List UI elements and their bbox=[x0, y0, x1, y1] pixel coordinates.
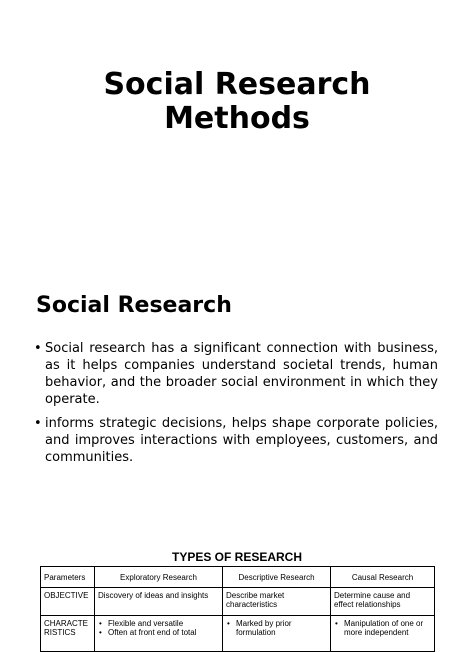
social-research-slide bbox=[0, 268, 474, 532]
cell-bullet-item bbox=[98, 619, 219, 628]
bullet-text: Social research has a significant connection with business, as it helps companies understand societal trends, human behavior, and the broader social environment in which they operate. bbox=[45, 341, 438, 407]
bullet-dot-icon: • bbox=[34, 416, 42, 431]
bullet-text: informs strategic decisions, helps shape corporate policies, and improves interactions with employees, customers, and communities. bbox=[45, 416, 438, 465]
table-cell: Describe market characteristics bbox=[223, 588, 331, 616]
table-cell bbox=[223, 616, 331, 652]
slide-heading: Social Research bbox=[36, 293, 232, 318]
row-label: OBJECTIVE bbox=[41, 588, 95, 616]
column-header-causal: Causal Research bbox=[331, 567, 435, 588]
cell-bullet-text: Flexible and versatile bbox=[108, 619, 184, 628]
research-types-table bbox=[40, 566, 435, 652]
title-line-2: Methods bbox=[164, 101, 310, 136]
bullet-dot-icon: • bbox=[99, 628, 102, 637]
table-cell: Determine cause and effect relationships bbox=[331, 588, 435, 616]
table-title: TYPES OF RESEARCH bbox=[171, 550, 303, 564]
table-row bbox=[41, 616, 435, 652]
bullet-item bbox=[34, 340, 438, 408]
title-line-1: Social Research bbox=[103, 67, 371, 102]
table-cell bbox=[331, 616, 435, 652]
bullet-dot-icon: • bbox=[227, 619, 230, 628]
types-of-research-slide bbox=[0, 532, 474, 637]
column-header-descriptive: Descriptive Research bbox=[223, 567, 331, 588]
cell-bullet-text: Often at front end of total bbox=[108, 628, 197, 637]
table-cell bbox=[95, 616, 223, 652]
table-header-row bbox=[41, 567, 435, 588]
cell-bullet-item bbox=[334, 619, 431, 637]
bullet-dot-icon: • bbox=[34, 341, 42, 356]
cell-bullet-text: Manipulation of one or more independent bbox=[344, 619, 424, 637]
cell-bullet-text: Marked by prior formulation bbox=[236, 619, 292, 637]
cell-bullet-item bbox=[226, 619, 327, 637]
column-header-exploratory: Exploratory Research bbox=[95, 567, 223, 588]
presentation-title bbox=[0, 68, 474, 136]
table-row bbox=[41, 588, 435, 616]
table-cell: Discovery of ideas and insights bbox=[95, 588, 223, 616]
cell-bullet-item bbox=[98, 628, 219, 637]
column-header-parameters: Parameters bbox=[41, 567, 95, 588]
bullet-dot-icon: • bbox=[99, 619, 102, 628]
bullet-dot-icon: • bbox=[335, 619, 338, 628]
bullet-item bbox=[34, 415, 438, 466]
bullet-list bbox=[34, 340, 438, 473]
row-label: CHARACTERISTICS bbox=[41, 616, 95, 652]
title-slide bbox=[0, 0, 474, 268]
